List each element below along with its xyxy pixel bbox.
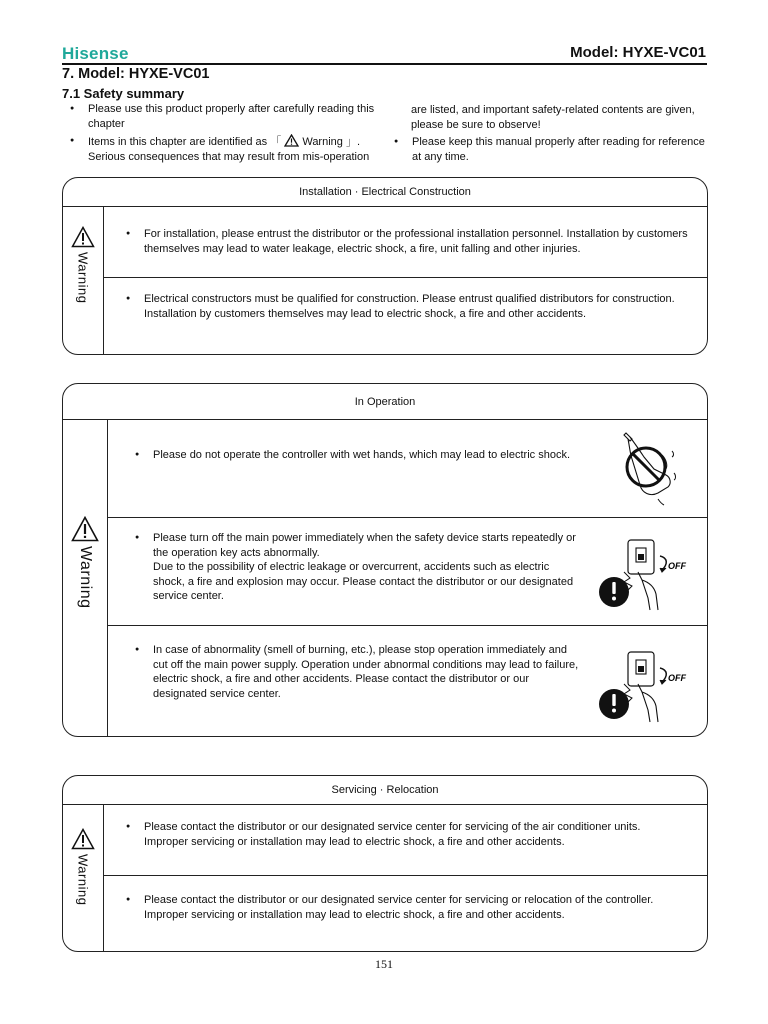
warning-triangle-icon [284, 134, 299, 147]
warning-text-line: ● Please contact the distributor or our designated service center for servicing or relocation of the controller. [144, 894, 654, 906]
intro-item-continued: are listed, and important safety-related contents are given, please be sure to observe! [411, 104, 695, 131]
warning-row [104, 206, 707, 277]
warning-text: Warning [75, 252, 91, 304]
warning-text-line: ● Please contact the distributor or our designated service center for servicing of the air conditioner units. [144, 821, 641, 833]
warning-triangle-icon [71, 828, 95, 850]
wet-hands-prohibited-icon [610, 429, 694, 509]
panel-title: Installation · Electrical Construction [63, 178, 707, 207]
warning-text-line: ● In case of abnormality (smell of burning, etc.), please stop operation immediately and cut off the main power supply. Operation under abnormal conditions may lead to failure, electric shock, a fire and other accidents. Please contact the distributor or our designated service center. [153, 644, 579, 700]
panel-operation [62, 383, 708, 737]
brand-logo: Hisense [62, 44, 129, 63]
warning-label [63, 419, 108, 736]
panel-title: In Operation [63, 384, 707, 420]
warning-triangle-icon [71, 516, 99, 542]
panel-title: Servicing · Relocation [63, 776, 707, 805]
off-label: OFF [668, 673, 686, 683]
warning-label [63, 804, 104, 951]
warning-text: Warning [75, 854, 91, 906]
power-off-caution-icon [598, 648, 698, 728]
warning-row [104, 277, 707, 355]
warning-text-line: Installation by customers themselves may lead to electric shock, a fire and other accidents. [144, 307, 587, 320]
header-model: Model: HYXE-VC01 [570, 44, 706, 61]
page-number: 151 [375, 957, 393, 971]
warning-text-line: Improper servicing or installation may lead to electric shock, a fire and other accidents. [144, 835, 565, 848]
warning-row [104, 875, 707, 952]
intro-item: ● Please keep this manual properly after reading for reference at any time. [386, 135, 706, 164]
power-off-caution-icon [598, 536, 698, 616]
panel-servicing [62, 775, 708, 952]
intro-left-column [62, 102, 392, 167]
intro-right-column [386, 103, 706, 167]
panel-installation [62, 177, 708, 355]
warning-label [63, 206, 104, 354]
intro-item: ● Items in this chapter are identified as 「 Warning 」. Serious consequences that may result from mis-operation [62, 134, 392, 164]
warning-row [108, 625, 707, 737]
warning-text: Warning [77, 546, 94, 609]
warning-text-line: ● For installation, please entrust the distributor or the professional installation personnel. Installation by customers themselves may lead to water leakage, electric shock, a fire, unit falling and other injuries. [144, 228, 688, 255]
warning-text-line: ● Please turn off the main power immediately when the safety device starts repeatedly or the operation key acts abnormally. [153, 532, 576, 559]
header-rule [62, 63, 707, 65]
warning-text-line: ● Electrical constructors must be qualified for construction. Please entrust qualified distributors for construction. [144, 293, 675, 305]
subsection-title: 7.1 Safety summary [62, 86, 185, 101]
warning-row [104, 804, 707, 875]
warning-triangle-icon [71, 226, 95, 248]
off-label: OFF [668, 561, 686, 571]
warning-row [108, 419, 707, 517]
section-title: 7. Model: HYXE-VC01 [62, 66, 210, 82]
warning-row [108, 517, 707, 625]
warning-text-line: ● Please do not operate the controller with wet hands, which may lead to electric shock. [153, 449, 571, 461]
intro-item: ● Please use this product properly after carefully reading this chapter [62, 102, 392, 131]
warning-text-line: Improper servicing or installation may lead to electric shock, a fire and other accidents. [144, 908, 565, 921]
warning-text-line: Due to the possibility of electric leakage or overcurrent, accidents such as electric shock, a fire and explosion may occur. Please contact the distributor or our designated service center. [153, 561, 574, 602]
